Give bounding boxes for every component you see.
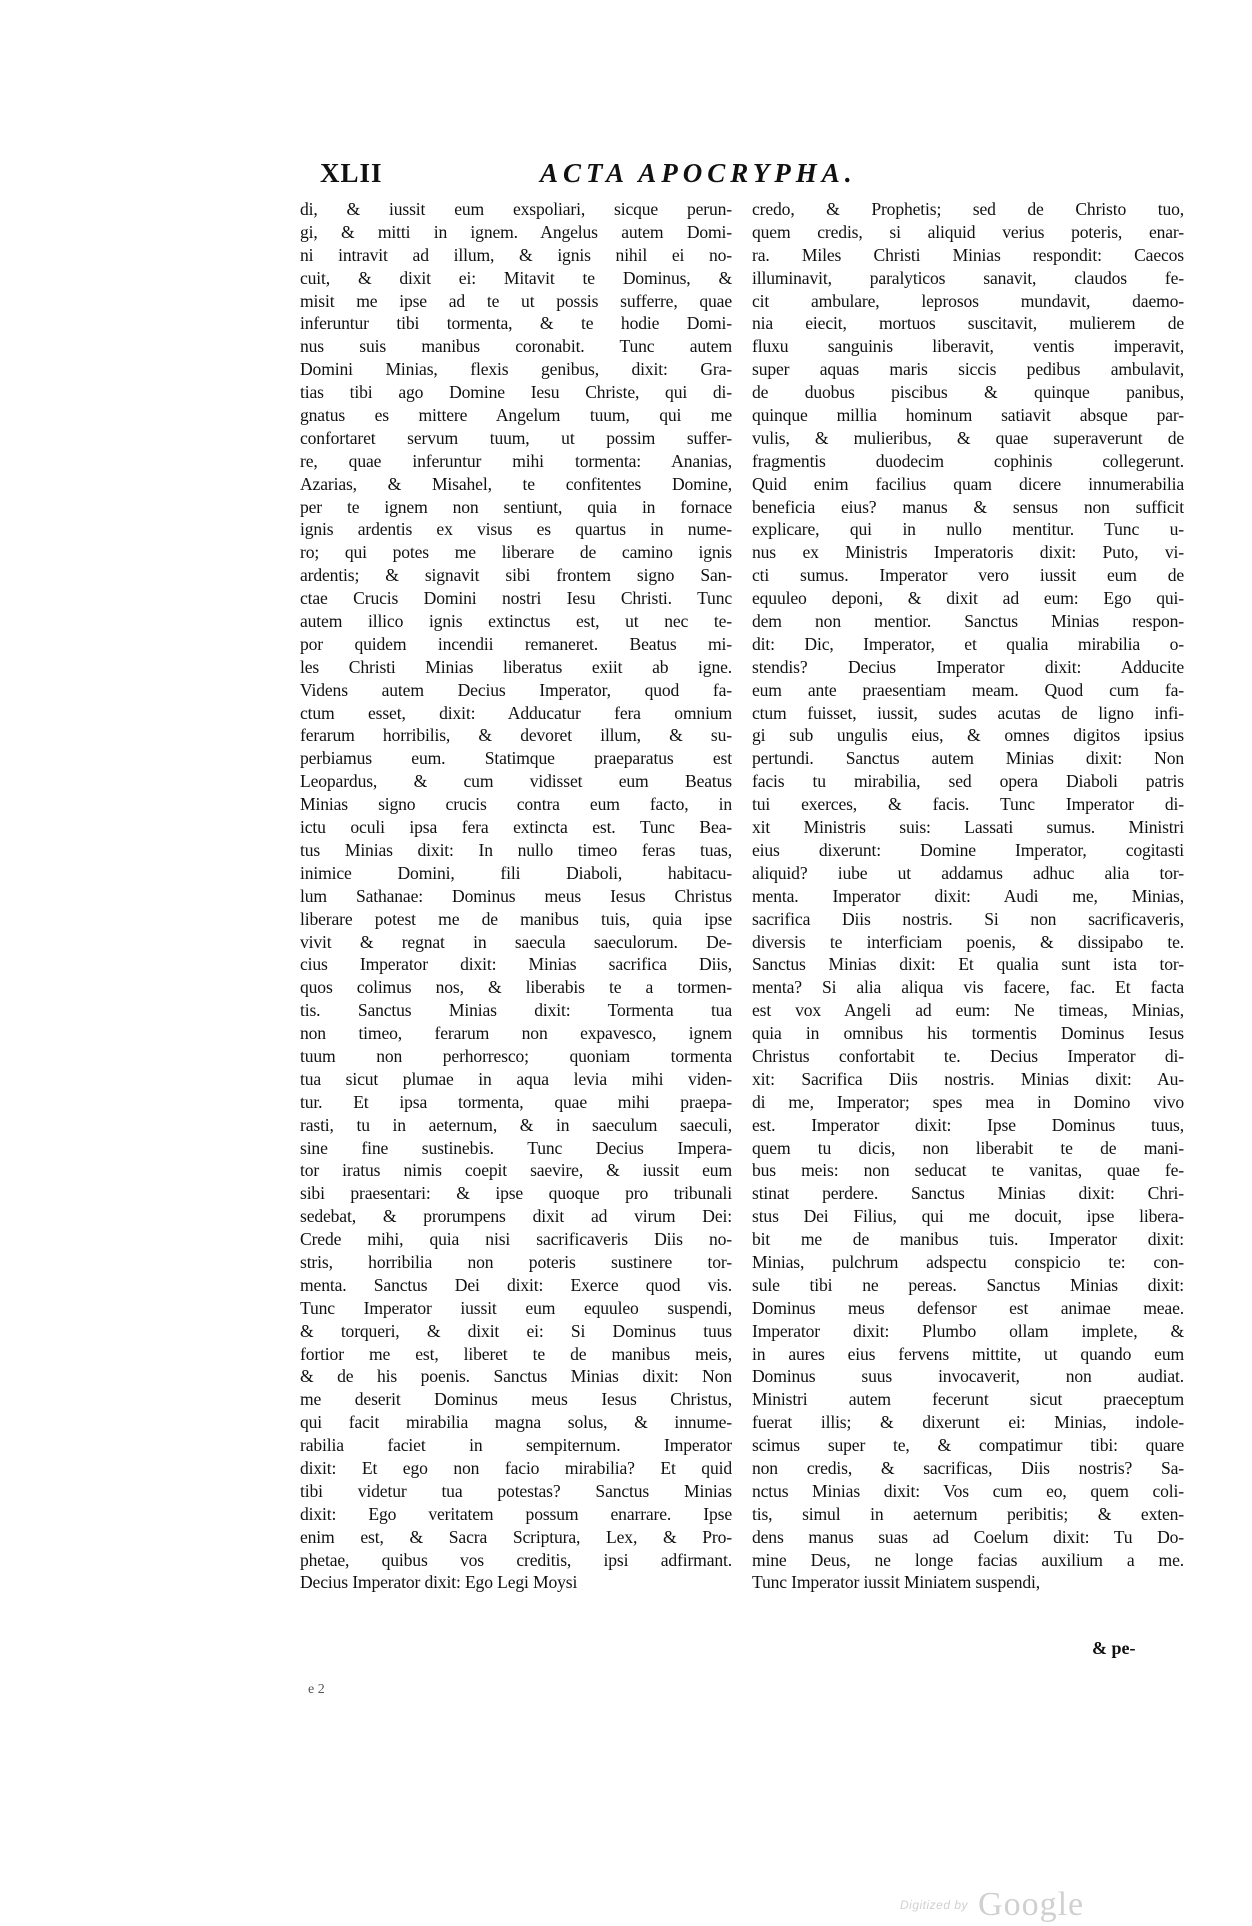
- text-line-right: Ministri autem fecerunt sicut praeceptum: [752, 1389, 1184, 1410]
- text-line-left: phetae, quibus vos creditis, ipsi adfirmant.: [300, 1549, 732, 1570]
- text-line-right: dem non mentior. Sanctus Minias respon-: [752, 611, 1184, 632]
- text-line-left: quos colimus nos, & liberabis te a tormen-: [300, 977, 732, 998]
- text-line-left: por quidem incendii remaneret. Beatus mi-: [300, 633, 732, 654]
- text-line-right: Quid enim facilius quam dicere innumerabilia: [752, 473, 1184, 494]
- text-line-left: Crede mihi, quia nisi sacrificaveris Diis no-: [300, 1229, 732, 1250]
- text-line-left: Tunc Imperator iussit eum equuleo suspendi,: [300, 1297, 732, 1318]
- text-line-right: non credis, & sacrificas, Diis nostris? Sa-: [752, 1457, 1184, 1478]
- text-line-right: bus meis: non seducat te vanitas, quae fe-: [752, 1160, 1184, 1181]
- text-line-right: nia eiecit, mortuos suscitavit, mulierem de: [752, 313, 1184, 334]
- text-line-right: fluxu sanguinis liberavit, ventis imperavit,: [752, 336, 1184, 357]
- text-line-right: facis tu mirabilia, sed opera Diaboli patris: [752, 771, 1184, 792]
- text-line-left: per te ignem non sentiunt, quia in fornace: [300, 496, 732, 517]
- text-line-right: equuleo deponi, & dixit ad eum: Ego qui-: [752, 588, 1184, 609]
- text-line-right: dens manus suas ad Coelum dixit: Tu Do-: [752, 1526, 1184, 1547]
- text-line-left: gi, & mitti in ignem. Angelus autem Domi-: [300, 221, 732, 242]
- text-line-right: cti sumus. Imperator vero iussit eum de: [752, 565, 1184, 586]
- text-line-left: stris, horribilia non poteris sustinere tor-: [300, 1251, 732, 1272]
- text-column-left: [300, 198, 732, 1594]
- text-line-right: in aures eius fervens mittite, ut quando eum: [752, 1343, 1184, 1364]
- text-line-left: lum Sathanae: Dominus meus Iesus Christus: [300, 885, 732, 906]
- text-line-left: tor iratus nimis coepit saevire, & iussit eum: [300, 1160, 732, 1181]
- text-line-right: diversis te interficiam poenis, & dissipabo te.: [752, 931, 1184, 952]
- text-line-right: tui exerces, & facis. Tunc Imperator di-: [752, 794, 1184, 815]
- text-line-left: confortaret servum tuum, ut possim suffer-: [300, 427, 732, 448]
- text-line-right: menta. Imperator dixit: Audi me, Minias,: [752, 885, 1184, 906]
- text-line-left: misit me ipse ad te ut possis sufferre, quae: [300, 290, 732, 311]
- text-line-left: ni intravit ad illum, & ignis nihil ei no-: [300, 244, 732, 265]
- text-line-right: Sanctus Minias dixit: Et qualia sunt ista tor-: [752, 954, 1184, 975]
- text-line-right: bit me de manibus tuis. Imperator dixit:: [752, 1229, 1184, 1250]
- text-line-left: menta. Sanctus Dei dixit: Exerce quod vis.: [300, 1274, 732, 1295]
- text-line-right: ra. Miles Christi Minias respondit: Caecos: [752, 244, 1184, 265]
- text-line-left: Minias signo crucis contra eum facto, in: [300, 794, 732, 815]
- text-line-right: Dominus suus invocaverit, non audiat.: [752, 1366, 1184, 1387]
- text-line-right: quem credis, si aliquid verius poteris, enar-: [752, 221, 1184, 242]
- text-line-left: tias tibi ago Domine Iesu Christe, qui di-: [300, 382, 732, 403]
- text-line-right: credo, & Prophetis; sed de Christo tuo,: [752, 199, 1184, 219]
- text-line-right: fuerat illis; & dixerunt ei: Minias, indole-: [752, 1412, 1184, 1433]
- text-line-right: stus Dei Filius, qui me docuit, ipse libera-: [752, 1206, 1184, 1227]
- text-line-right: sule tibi ne pereas. Sanctus Minias dixit:: [752, 1274, 1184, 1295]
- text-line-left: dixit: Ego veritatem possum enarrare. Ipse: [300, 1503, 732, 1524]
- text-line-left: fortior me est, liberet te de manibus meis,: [300, 1343, 732, 1364]
- text-line-right: est. Imperator dixit: Ipse Dominus tuus,: [752, 1114, 1184, 1135]
- text-line-left: Leopardus, & cum vidisset eum Beatus: [300, 771, 732, 792]
- text-line-right: quia in omnibus his tormentis Dominus Iesus: [752, 1023, 1184, 1044]
- text-line-right: Dominus meus defensor est animae meae.: [752, 1297, 1184, 1318]
- text-line-left: sine fine sustinebis. Tunc Decius Impera-: [300, 1137, 732, 1158]
- text-line-left: tibi videtur tua potestas? Sanctus Minias: [300, 1480, 732, 1501]
- text-line-left: non timeo, ferarum non expavesco, ignem: [300, 1023, 732, 1044]
- text-line-right: di me, Imperator; spes mea in Domino vivo: [752, 1091, 1184, 1112]
- text-line-left: ardentis; & signavit sibi frontem signo San-: [300, 565, 732, 586]
- text-line-left: me deserit Dominus meus Iesus Christus,: [300, 1389, 732, 1410]
- text-line-left: tua sicut plumae in aqua levia mihi viden-: [300, 1068, 732, 1089]
- text-line-right: ctum fuisset, iussit, sudes acutas de ligno infi-: [752, 702, 1184, 723]
- text-line-right: aliquid? iube ut addamus adhuc alia tor-: [752, 862, 1184, 883]
- text-line-right: tis, simul in aeternum peribitis; & exten-: [752, 1503, 1184, 1524]
- text-line-left: ignis ardentis ex visus es quartus in nume-: [300, 519, 732, 540]
- google-logo: Google: [978, 1886, 1085, 1923]
- text-line-right: xit Ministris suis: Lassati sumus. Ministri: [752, 817, 1184, 838]
- text-line-left: re, quae inferuntur mihi tormenta: Ananias,: [300, 450, 732, 471]
- text-line-left: dixit: Et ego non facio mirabilia? Et quid: [300, 1457, 732, 1478]
- text-line-right: mine Deus, ne longe facias auxilium a me.: [752, 1549, 1184, 1570]
- text-line-left: Videns autem Decius Imperator, quod fa-: [300, 679, 732, 700]
- text-line-right: pertundi. Sanctus autem Minias dixit: Non: [752, 748, 1184, 769]
- text-line-left: Azarias, & Misahel, te confitentes Domine,: [300, 473, 732, 494]
- text-line-right: stendis? Decius Imperator dixit: Adducite: [752, 656, 1184, 677]
- text-line-right: quinque millia hominum satiavit absque par-: [752, 405, 1184, 426]
- text-line-left: tuum non perhorresco; quoniam tormenta: [300, 1045, 732, 1066]
- text-line-left: enim est, & Sacra Scriptura, Lex, & Pro-: [300, 1526, 732, 1547]
- text-line-left: di, & iussit eum exspoliari, sicque perun-: [300, 199, 732, 219]
- text-line-right: illuminavit, paralyticos sanavit, claudos fe-: [752, 267, 1184, 288]
- text-line-left: les Christi Minias liberatus exiit ab igne.: [300, 656, 732, 677]
- text-line-left: tus Minias dixit: In nullo timeo feras tuas,: [300, 839, 732, 860]
- text-line-right: vulis, & mulieribus, & quae superaverunt de: [752, 427, 1184, 448]
- text-line-left: sibi praesentari: & ipse quoque pro tribunali: [300, 1183, 732, 1204]
- text-line-right: quem tu dicis, non liberabit te de mani-: [752, 1137, 1184, 1158]
- text-line-left: cius Imperator dixit: Minias sacrifica Diis,: [300, 954, 732, 975]
- text-line-right: Minias, pulchrum adspectu conspicio te: con-: [752, 1251, 1184, 1272]
- text-line-right: dit: Dic, Imperator, et qualia mirabilia o-: [752, 633, 1184, 654]
- watermark-prefix: Digitized by: [900, 1898, 969, 1912]
- text-line-right: Imperator dixit: Plumbo ollam implete, &: [752, 1320, 1184, 1341]
- text-line-right: beneficia eius? manus & sensus non sufficit: [752, 496, 1184, 517]
- text-line-left: inimice Domini, fili Diaboli, habitacu-: [300, 862, 732, 883]
- running-title: ACTA APOCRYPHA.: [540, 158, 857, 188]
- text-line-right: Christus confortabit te. Decius Imperator di-: [752, 1045, 1184, 1066]
- text-line-right: nctus Minias dixit: Vos cum eo, quem coli-: [752, 1480, 1184, 1501]
- text-line-left: & torqueri, & dixit ei: Si Dominus tuus: [300, 1320, 732, 1341]
- text-column-right: [752, 198, 1184, 1594]
- digitizer-watermark: [900, 1886, 1084, 1924]
- text-line-left: cuit, & dixit ei: Mitavit te Dominus, &: [300, 267, 732, 288]
- text-line-right: nus ex Ministris Imperatoris dixit: Puto, vi-: [752, 542, 1184, 563]
- text-line-left: perbiamus eum. Statimque praeparatus est: [300, 748, 732, 769]
- text-line-left: rasti, tu in aeternum, & in saeculum saeculi,: [300, 1114, 732, 1135]
- text-line-left: tis. Sanctus Minias dixit: Tormenta tua: [300, 1000, 732, 1021]
- text-line-left: gnatus es mittere Angelum tuum, qui me: [300, 405, 732, 426]
- text-line-left: ictu oculi ipsa fera extincta est. Tunc Bea-: [300, 817, 732, 838]
- text-line-right: eum ante praesentiam meam. Quod cum fa-: [752, 679, 1184, 700]
- text-line-left: sedebat, & prorumpens dixit ad virum Dei:: [300, 1206, 732, 1227]
- text-line-right: xit: Sacrifica Diis nostris. Minias dixit: Au-: [752, 1068, 1184, 1089]
- text-line-right: explicare, qui in nullo mentitur. Tunc u-: [752, 519, 1184, 540]
- text-line-left: inferuntur tibi tormenta, & te hodie Domi-: [300, 313, 732, 334]
- signature-mark: e 2: [308, 1682, 325, 1697]
- text-line-right: menta? Si alia aliqua vis facere, fac. Et facta: [752, 977, 1184, 998]
- text-line-right: sacrifica Diis nostris. Si non sacrificaveris,: [752, 908, 1184, 929]
- text-line-right: scimus super te, & compatimur tibi: quare: [752, 1435, 1184, 1456]
- text-line-left: vivit & regnat in saecula saeculorum. De-: [300, 931, 732, 952]
- text-line-right: super aquas maris siccis pedibus ambulavit,: [752, 359, 1184, 380]
- text-line-left: autem illico ignis extinctus est, ut nec te-: [300, 611, 732, 632]
- text-line-left: Decius Imperator dixit: Ego Legi Moysi: [300, 1572, 578, 1593]
- text-line-left: ro; qui potes me liberare de camino ignis: [300, 542, 732, 563]
- folio-number: XLII: [320, 158, 383, 188]
- text-line-left: Domini Minias, flexis genibus, dixit: Gra-: [300, 359, 732, 380]
- catchword: & pe-: [1092, 1638, 1136, 1658]
- text-line-right: stinat perdere. Sanctus Minias dixit: Chri-: [752, 1183, 1184, 1204]
- page-header: [320, 158, 1180, 198]
- text-line-left: qui facit mirabilia magna solus, & innume-: [300, 1412, 732, 1433]
- text-line-right: gi sub ungulis eius, & omnes digitos ipsius: [752, 725, 1184, 746]
- text-line-right: est vox Angeli ad eum: Ne timeas, Minias,: [752, 1000, 1184, 1021]
- text-line-left: nus suis manibus coronabit. Tunc autem: [300, 336, 732, 357]
- text-line-left: tur. Et ipsa tormenta, quae mihi praepa-: [300, 1091, 732, 1112]
- text-line-right: fragmentis duodecim cophinis collegerunt.: [752, 450, 1184, 471]
- text-line-left: ferarum horribilis, & devoret illum, & su-: [300, 725, 732, 746]
- text-line-right: de duobus piscibus & quinque panibus,: [752, 382, 1184, 403]
- text-line-left: ctum esset, dixit: Adducatur fera omnium: [300, 702, 732, 723]
- text-line-right: eius dixerunt: Domine Imperator, cogitasti: [752, 839, 1184, 860]
- text-line-left: liberare potest me de manibus tuis, quia ipse: [300, 908, 732, 929]
- text-line-left: & de his poenis. Sanctus Minias dixit: Non: [300, 1366, 732, 1387]
- text-line-left: ctae Crucis Domini nostri Iesu Christi. Tunc: [300, 588, 732, 609]
- text-line-right: cit ambulare, leprosos mundavit, daemo-: [752, 290, 1184, 311]
- text-line-right: Tunc Imperator iussit Miniatem suspendi,: [752, 1572, 1041, 1593]
- text-line-left: rabilia faciet in sempiternum. Imperator: [300, 1435, 732, 1456]
